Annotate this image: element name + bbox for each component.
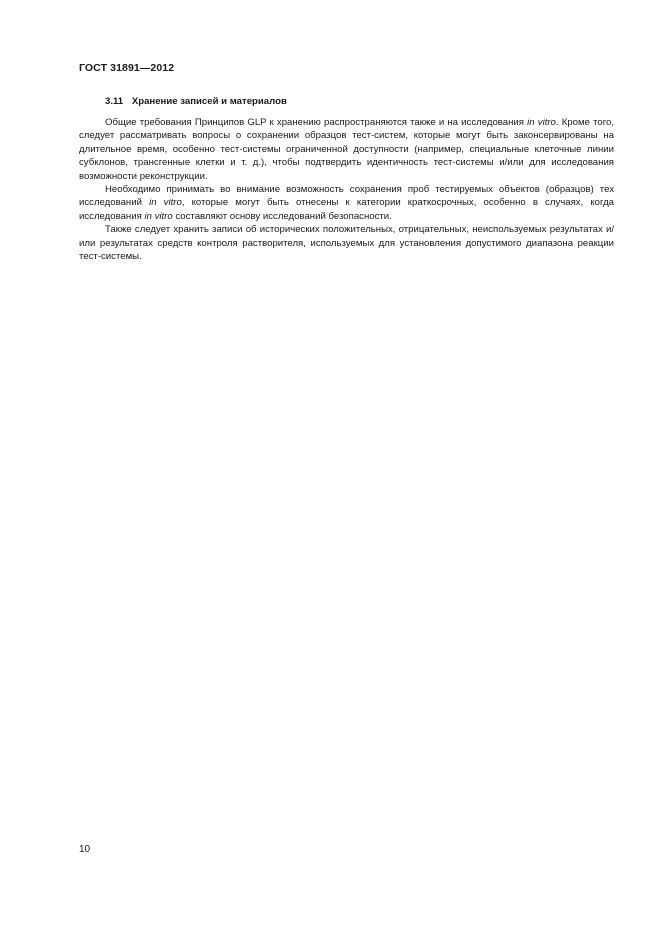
page-number: 10: [79, 844, 91, 855]
paragraph-2-in-vitro-2: in vitro: [144, 210, 173, 222]
paragraph-2-in-vitro-1: in vitro: [149, 197, 182, 209]
paragraph-2-text-e: составляют основу исследований безопасности.: [172, 210, 392, 222]
paragraph-1-in-vitro: in vitro: [527, 117, 556, 128]
section-3-11: [79, 96, 614, 263]
section-title: Хранение записей и материалов: [131, 96, 287, 107]
paragraph-2: [79, 183, 614, 223]
section-heading: [105, 96, 614, 108]
paragraph-1-text-c: . Кроме того, следует рассматривать вопросы о сохранении образцов тест-систем, которые могут быть законсервированы на длительное время, особенно тест-системы ограниченной доступности (например, специальные клеточные линии субклонов, трансгенные клетки и т. д.), чтобы подтвердить идентичность тест-системы и/или для исследования возможности реконструкции.: [79, 117, 614, 182]
paragraph-2-text-a: Необходимо принимать во внимание возможность сохранения проб тестируемых объектов (образцов) тех исследований: [79, 184, 614, 209]
paragraph-2-text-c: , которые могут быть отнесены к категории краткосрочных, особенно в случаях, когда исследования: [79, 197, 614, 222]
document-header: ГОСТ 31891—2012: [79, 62, 175, 74]
paragraph-1: [79, 116, 614, 183]
paragraph-1-text-a: Общие требования Принципов GLP к хранению распространяются также и на исследования: [105, 117, 528, 128]
section-number: 3.11: [105, 96, 124, 107]
paragraph-3: Также следует хранить записи об исторических положительных, отрицательных, неиспользуемых результатах и/или результатах средств контроля растворителя, используемых для установления допустимого диапазона реакции тест-системы.: [79, 224, 614, 263]
